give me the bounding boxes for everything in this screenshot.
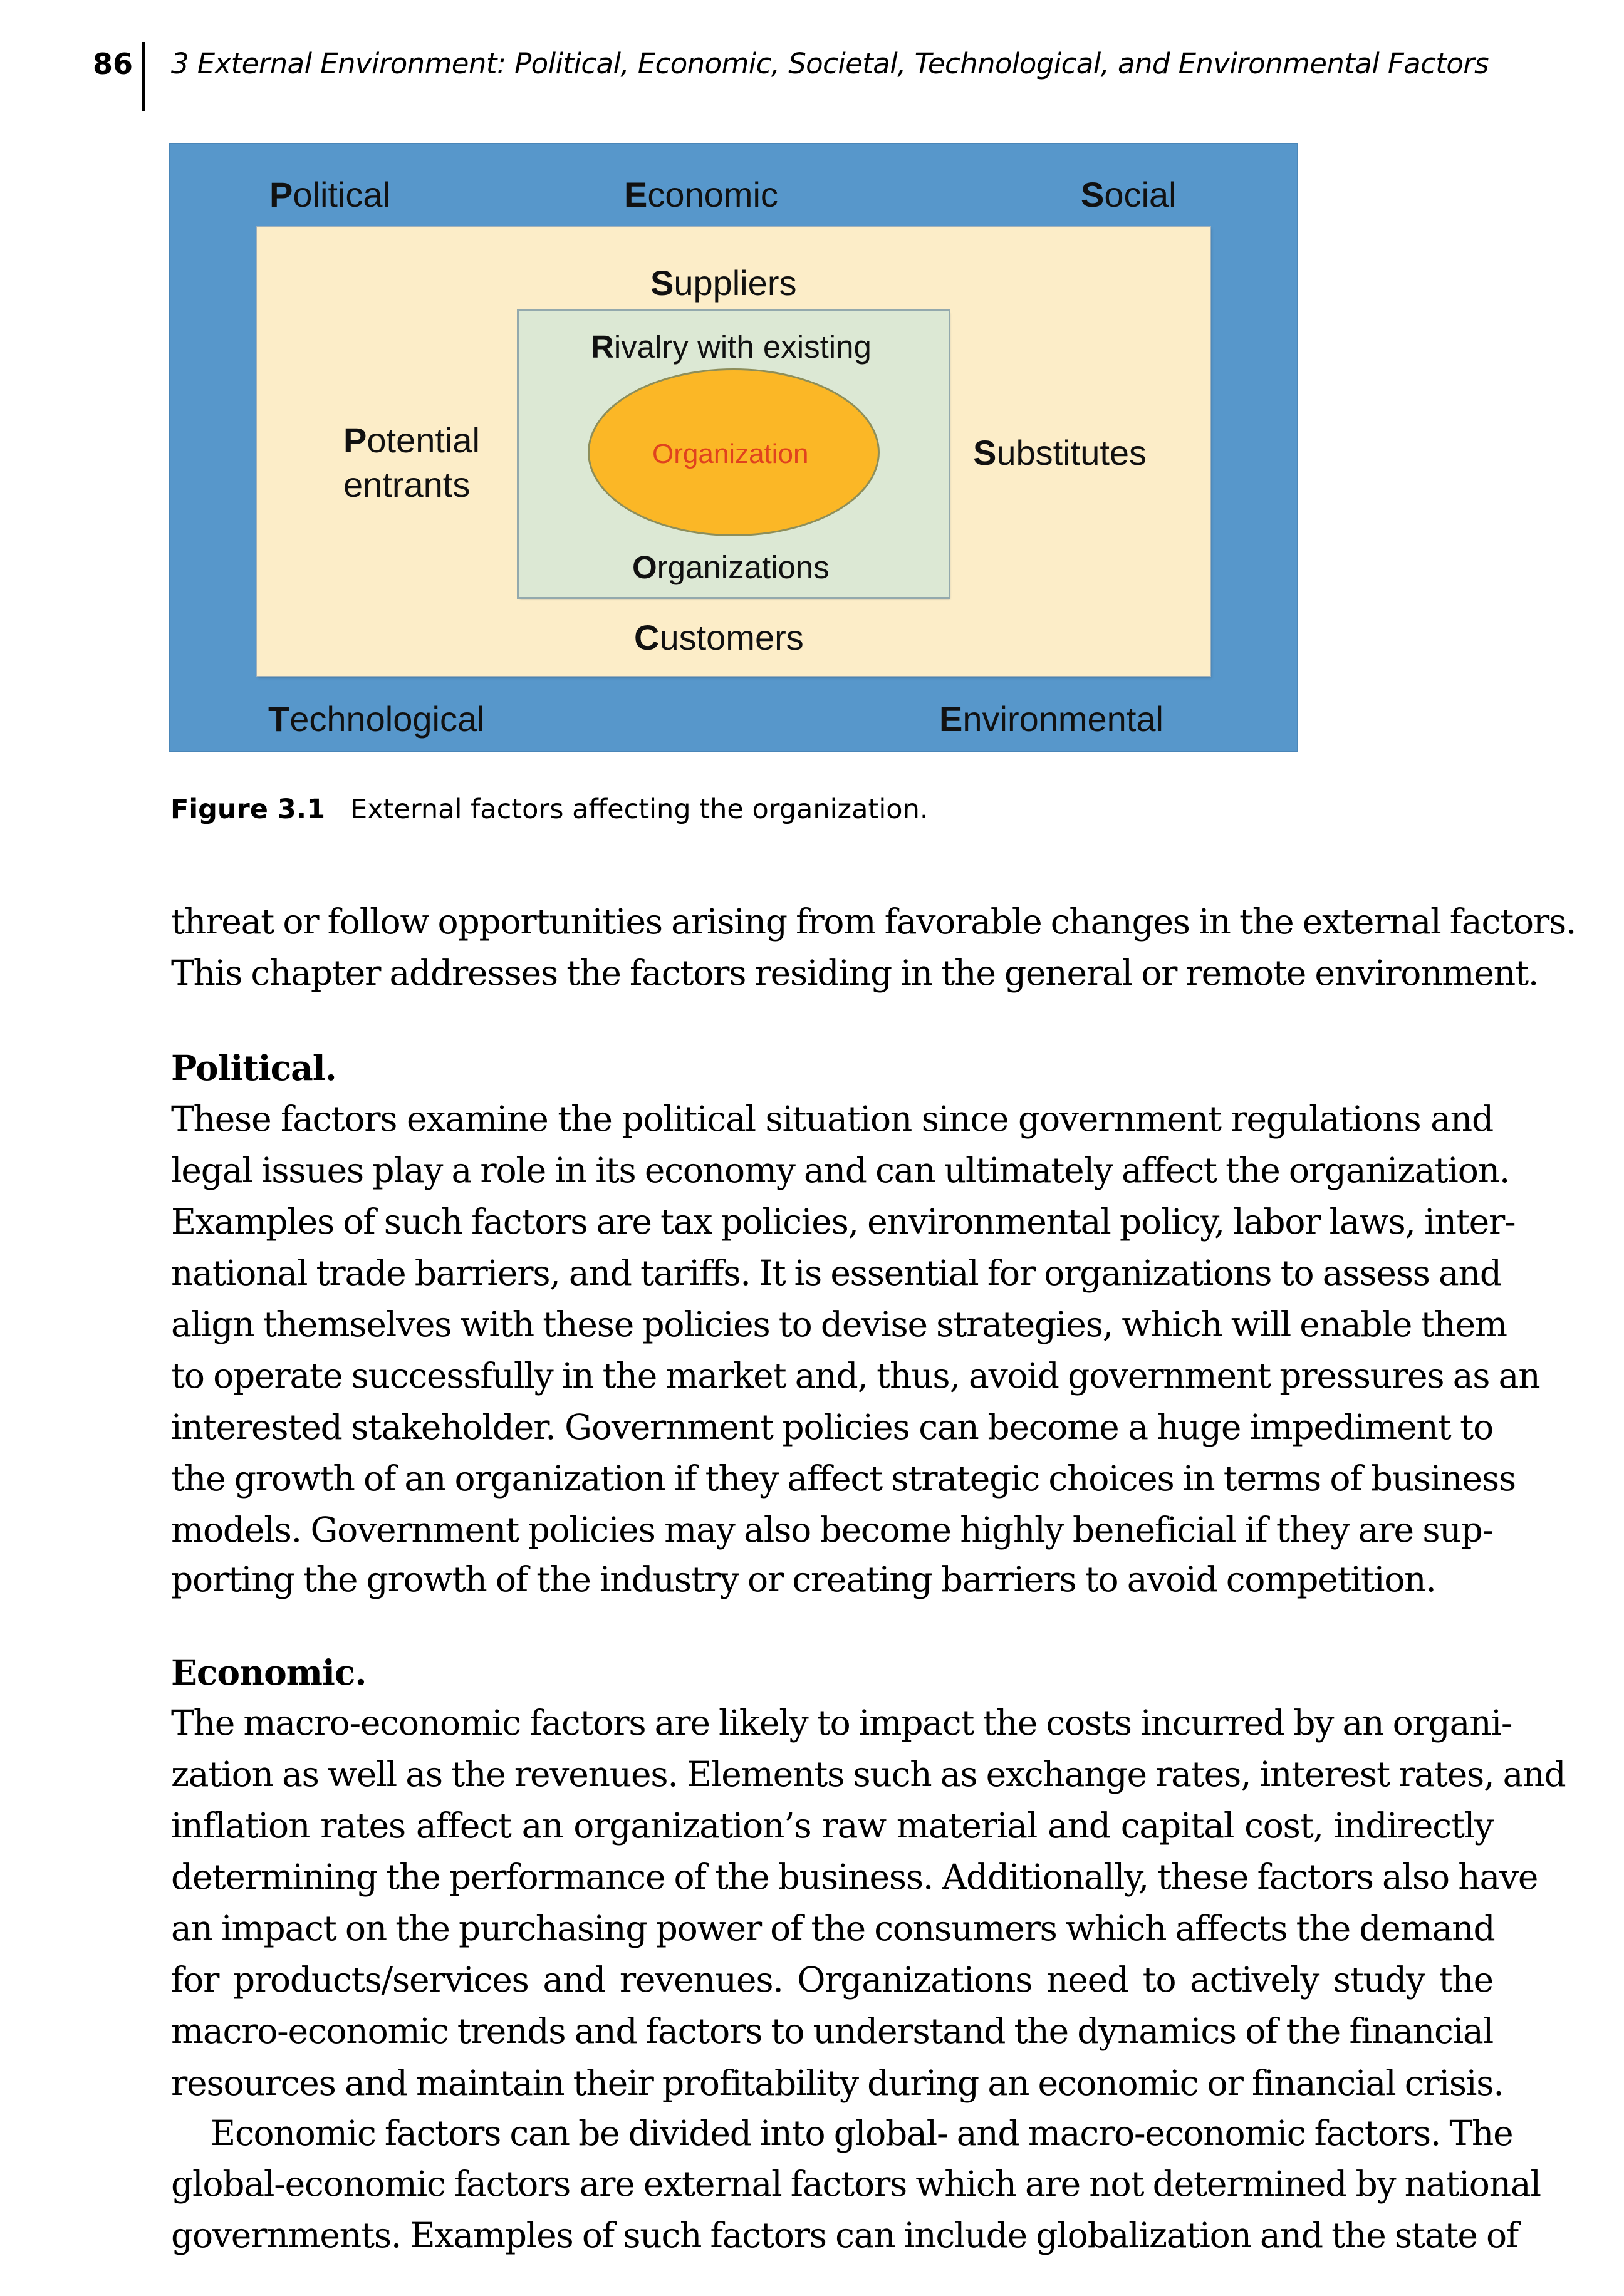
body-line: models. Government policies may also become highly beneficial if they are sup- (171, 1510, 1493, 1550)
body-line: This chapter addresses the factors residing in the general or remote environment. (171, 953, 1539, 993)
label-environmental: Environmental (939, 699, 1163, 739)
body-line: The macro-economic factors are likely to impact the costs incurred by an organi- (171, 1703, 1512, 1743)
figure-number: Figure 3.1 (170, 794, 326, 825)
label-technological: Technological (268, 699, 485, 739)
body-line: national trade barriers, and tariffs. It is essential for organizations to assess and (171, 1253, 1501, 1293)
label-customers: Customers (634, 618, 804, 657)
body-line: legal issues play a role in its economy and can ultimately affect the organization. (171, 1150, 1510, 1190)
body-line: governments. Examples of such factors can include globalization and the state of (171, 2215, 1519, 2255)
figure-caption-text: External factors affecting the organization. (350, 794, 929, 825)
body-line: threat or follow opportunities arising from favorable changes in the external factors. (171, 901, 1576, 942)
body-line: Examples of such factors are tax policies, environmental policy, labor laws, inter- (171, 1202, 1516, 1242)
section-heading-economic: Economic. (171, 1652, 367, 1693)
body-line: resources and maintain their profitability during an economic or financial crisis. (171, 2063, 1504, 2103)
label-potential-entrants-line2: entrants (343, 465, 471, 504)
body-line: zation as well as the revenues. Elements such as exchange rates, interest rates, and (171, 1754, 1566, 1794)
section-heading-political: Political. (171, 1047, 336, 1088)
label-political: Political (269, 175, 390, 214)
body-line: Economic factors can be divided into global- and macro-economic factors. The (211, 2113, 1513, 2153)
figure-caption (170, 791, 929, 828)
body-line: an impact on the purchasing power of the consumers which affects the demand (171, 1908, 1495, 1948)
label-substitutes: Substitutes (973, 433, 1147, 472)
running-title: 3 External Environment: Political, Economic, Societal, Technological, and Environmental Factors (171, 47, 1489, 80)
page-number: 86 (93, 47, 133, 81)
label-rivalry: Rivalry with existing (591, 329, 872, 365)
body-line: to operate successfully in the market and, thus, avoid government pressures as an (171, 1356, 1540, 1396)
body-line: porting the growth of the industry or creating barriers to avoid competition. (171, 1559, 1436, 1599)
label-organization: Organization (652, 439, 809, 469)
body-line: inflation rates affect an organization’s raw material and capital cost, indirectly (171, 1805, 1493, 1846)
body-line: the growth of an organization if they affect strategic choices in terms of business (171, 1458, 1516, 1499)
body-line: align themselves with these policies to devise strategies, which will enable them (171, 1304, 1507, 1344)
body-line: global-economic factors are external factors which are not determined by national (171, 2164, 1541, 2204)
body-line: interested stakeholder. Government policies can become a huge impediment to (171, 1407, 1493, 1447)
label-potential-entrants-line1: Potential (343, 420, 480, 460)
label-economic: Economic (624, 175, 778, 214)
body-line: for products/services and revenues. Organizations need to actively study the (171, 1960, 1493, 2000)
label-social: Social (1081, 175, 1177, 214)
body-line: determining the performance of the business. Additionally, these factors also have (171, 1857, 1538, 1897)
body-line: macro-economic trends and factors to understand the dynamics of the financial (171, 2011, 1493, 2051)
body-line: These factors examine the political situation since government regulations and (171, 1099, 1493, 1139)
header-divider (142, 42, 145, 111)
label-suppliers: Suppliers (650, 263, 797, 303)
label-organizations: Organizations (632, 549, 830, 585)
